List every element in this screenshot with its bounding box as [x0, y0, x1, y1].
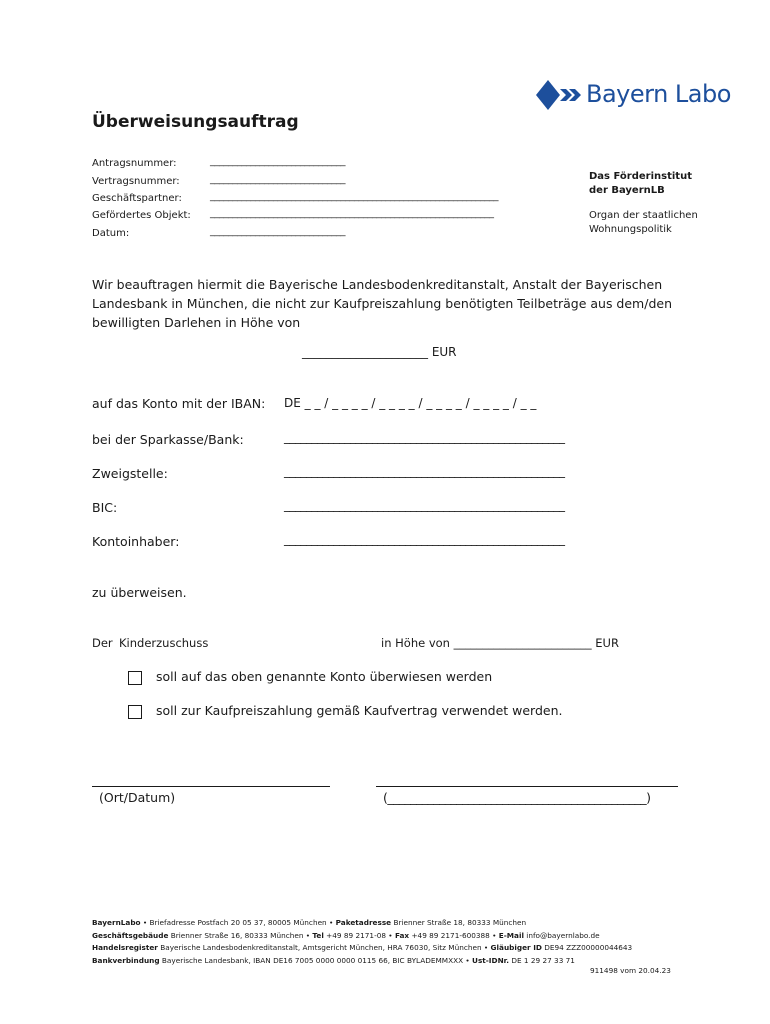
- zweigstelle-field[interactable]: ___________________________________________________: [284, 464, 565, 478]
- footer-text: • Briefadresse Postfach 20 05 37, 80005 München •: [140, 918, 336, 927]
- kinderzuschuss-name: Kinderzuschuss: [119, 636, 209, 650]
- footer-text: Brienner Straße 16, 80333 München •: [168, 930, 313, 940]
- signature-line[interactable]: [376, 786, 678, 787]
- zu-ueberweisen-text: zu überweisen.: [92, 585, 187, 600]
- footer-key: E-Mail: [498, 930, 524, 940]
- footer: [92, 917, 632, 967]
- option-ueberweisen-checkbox[interactable]: [128, 671, 142, 685]
- antragsnummer-field[interactable]: ______________________________: [210, 156, 345, 167]
- bank-label: bei der Sparkasse/Bank:: [92, 432, 244, 447]
- option-kaufpreis-label: soll zur Kaufpreiszahlung gemäß Kaufvertrag verwendet werden.: [156, 703, 563, 718]
- vertragsnummer-label: Vertragsnummer:: [92, 176, 180, 187]
- kinderzuschuss-amount-field[interactable]: in Höhe von ________________________ EUR: [381, 636, 619, 650]
- logo-wordmark: Bayern Labo: [586, 80, 731, 108]
- footer-line-3: [92, 942, 632, 955]
- vertragsnummer-field[interactable]: ______________________________: [210, 174, 345, 185]
- footer-text: DE 1 29 27 33 71: [509, 955, 575, 965]
- gefoerdertes-objekt-field[interactable]: _______________________________________________________________: [210, 208, 494, 219]
- datum-label: Datum:: [92, 228, 130, 239]
- option-ueberweisen-label: soll auf das oben genannte Konto überwiesen werden: [156, 669, 493, 684]
- iban-label: auf das Konto mit der IBAN:: [92, 396, 266, 411]
- footer-key: Fax: [394, 930, 410, 940]
- ort-datum-signature-line[interactable]: [92, 786, 330, 787]
- footer-text: info@bayernlabo.de: [523, 930, 600, 940]
- footer-text: Bayerische Landesbank, IBAN DE16 7005 0000 0000 0115 66, BIC BYLADEMMXXX •: [159, 955, 473, 965]
- footer-key: Handelsregister: [92, 943, 158, 952]
- footer-key: Geschäftsgebäude: [92, 930, 169, 940]
- antragsnummer-label: Antragsnummer:: [92, 158, 177, 169]
- instruction-paragraph: Wir beauftragen hiermit die Bayerische Landesbodenkreditanstalt, Anstalt der Bayerischen Landesbank in München, die nicht zur Kaufpreiszahlung benötigten Teilbeträge aus dem/den bewilligten Darlehen in Höhe von: [92, 277, 672, 330]
- sidebar-line-4: Wohnungspolitik: [589, 224, 672, 235]
- document-number: 911498 vom 20.04.23: [590, 966, 671, 975]
- zweigstelle-label: Zweigstelle:: [92, 466, 168, 481]
- iban-field[interactable]: DE _ _ / _ _ _ _ / _ _ _ _ / _ _ _ _ / _ _ _ _ / _ _: [284, 396, 537, 410]
- kinderzuschuss-prefix: Der: [92, 636, 113, 650]
- footer-key: Gläubiger ID: [490, 943, 542, 952]
- bayernlabo-logo: [536, 78, 736, 112]
- footer-key: Bankverbindung: [92, 955, 160, 965]
- bank-field[interactable]: ___________________________________________________: [284, 430, 565, 444]
- footer-line-2: [92, 930, 632, 943]
- option-ueberweisen[interactable]: [128, 669, 492, 685]
- sidebar-line-2: der BayernLB: [589, 185, 665, 196]
- option-kaufpreis-checkbox[interactable]: [128, 705, 142, 719]
- footer-line-1: [92, 917, 632, 930]
- bayernlabo-diamond-logo-icon: [536, 78, 584, 112]
- footer-text: Brienner Straße 18, 80333 München: [391, 918, 527, 927]
- footer-line-4: [92, 955, 632, 968]
- footer-key: Ust-IDNr.: [472, 955, 510, 965]
- footer-text: +49 89 2171-08 •: [323, 930, 395, 940]
- kontoinhaber-field[interactable]: ___________________________________________________: [284, 532, 565, 546]
- footer-brand: BayernLabo: [92, 918, 141, 927]
- footer-key: Tel: [312, 930, 324, 940]
- bic-label: BIC:: [92, 500, 118, 515]
- geschaeftspartner-label: Geschäftspartner:: [92, 193, 182, 204]
- sidebar-line-1: Das Förderinstitut: [589, 171, 692, 182]
- loan-amount-field[interactable]: _____________________ EUR: [302, 345, 457, 359]
- footer-text: Bayerische Landesbodenkreditanstalt, Amtsgericht München, HRA 76030, Sitz München •: [157, 943, 491, 952]
- signature-label: (_____________________________________________): [383, 790, 651, 805]
- geschaeftspartner-field[interactable]: ________________________________________________________________: [210, 191, 498, 202]
- footer-text: +49 89 2171-600388 •: [409, 930, 499, 940]
- gefoerdertes-objekt-label: Gefördertes Objekt:: [92, 210, 191, 221]
- ort-datum-label: (Ort/Datum): [99, 790, 176, 805]
- sidebar-line-3: Organ der staatlichen: [589, 210, 698, 221]
- bic-field[interactable]: ___________________________________________________: [284, 498, 565, 512]
- footer-key: Paketadresse: [335, 918, 392, 927]
- kontoinhaber-label: Kontoinhaber:: [92, 534, 180, 549]
- datum-field[interactable]: ______________________________: [210, 226, 345, 237]
- page-title: Überweisungsauftrag: [92, 112, 299, 132]
- option-kaufpreis[interactable]: [128, 703, 563, 719]
- footer-text: DE94 ZZZ00000044643: [541, 943, 633, 952]
